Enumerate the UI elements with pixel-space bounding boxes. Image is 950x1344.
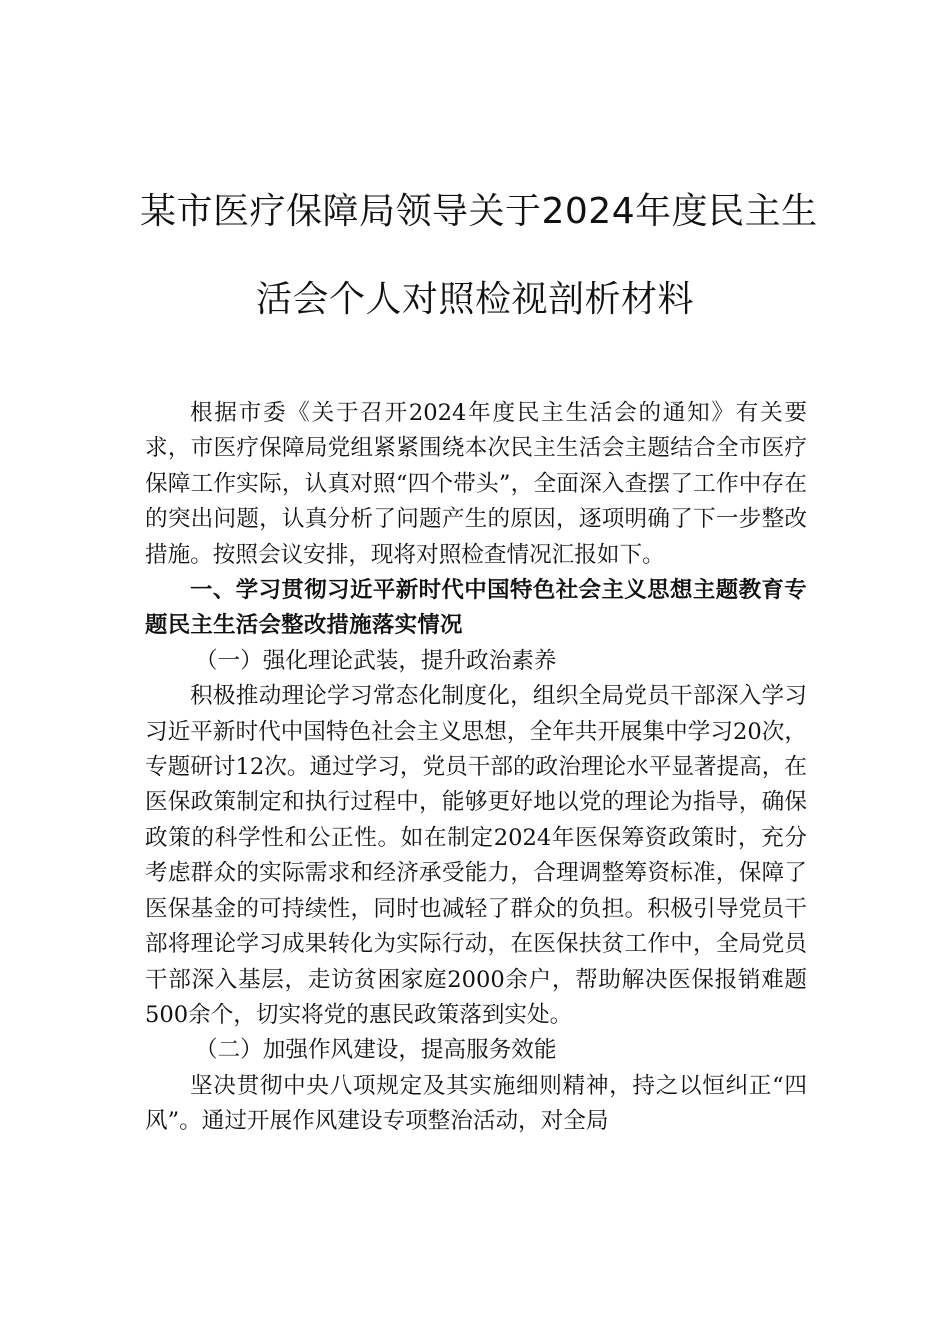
- subsection-heading: （二）加强作风建设，提高服务效能: [195, 1037, 557, 1064]
- title-line-2: 活会个人对照检视剖析材料: [255, 279, 694, 320]
- subsection-heading: （一）强化理论武装，提升政治素养: [195, 647, 557, 674]
- body-paragraph: 坚决贯彻中央八项规定及其实施细则精神，持之以恒纠正“四风”。通过开展作风建设专项整治活动，对全局: [145, 1072, 807, 1135]
- document-body: [145, 396, 807, 1140]
- intro-paragraph: 根据市委《关于召开2024年度民主生活会的通知》有关要求，市医疗保障局党组紧紧围绕本次民主生活会主题结合全市医疗保障工作实际，认真对照“四个带头”，全面深入查摆了工作中存在的突出问题，认真分析了问题产生的原因，逐项明确了下一步整改措施。按照会议安排，现将对照检查情况汇报如下。: [145, 400, 807, 568]
- body-paragraph: 积极推动理论学习常态化制度化，组织全局党员干部深入学习习近平新时代中国特色社会主义思想，全年共开展集中学习20次，专题研讨12次。通过学习，党员干部的政治理论水平显著提高，在医保政策制定和执行过程中，能够更好地以党的理论为指导，确保政策的科学性和公正性。如在制定2024年医保筹资政策时，充分考虑群众的实际需求和经济承受能力，合理调整筹资标准，保障了医保基金的可持续性，同时也减轻了群众的负担。积极引导党员干部将理论学习成果转化为实际行动，在医保扶贫工作中，全局党员干部深入基层，走访贫困家庭2000余户，帮助解决医保报销难题500余个，切实将党的惠民政策落到实处。: [145, 683, 807, 1028]
- section-heading: 一、学习贯彻习近平新时代中国特色社会主义思想主题教育专题民主生活会整改措施落实情况: [145, 577, 807, 639]
- document-title: [140, 168, 818, 344]
- title-line-1: 某市医疗保障局领导关于2024年度民主生: [140, 191, 818, 232]
